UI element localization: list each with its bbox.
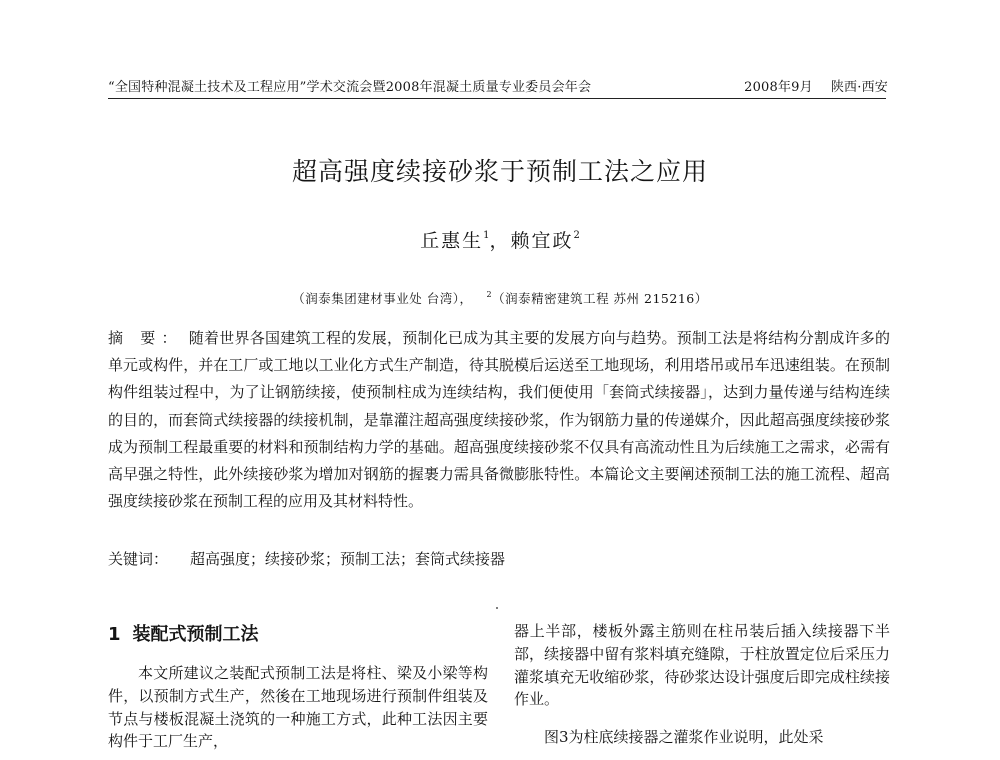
abstract-text: 随着世界各国建筑工程的发展，预制化已成为其主要的发展方向与趋势。预制工法是将结构分割成许多的单元或构件，并在工厂或工地以工业化方式生产制造，待其脱模后运送至工地现场，利用塔吊或吊车迅速组装。在预制构件组装过程中，为了让钢筋续接，使预制柱成为连续结构，我们便使用「套筒式续接器」，达到力量传递与结构连续的目的，而套筒式续接器的续接机制，是靠灌注超高强度续接砂浆，作为钢筋力量的传递媒介，因此超高强度续接砂浆成为预制工程最重要的材料和预制结构力学的基础。超高强度续接砂浆不仅具有高流动性且为后续施工之需求，必需有高早强之特性，此外续接砂浆为增加对钢筋的握裹力需具备微膨胀特性。本篇论文主要阐述预制工法的施工流程、超高强度续接砂浆在预制工程的应用及其材料特性。 [108, 329, 890, 511]
affiliation-1: （润泰集团建材事业处 台湾）， [292, 291, 473, 306]
paper-title: 超高强度续接砂浆于预制工法之应用 [291, 157, 708, 186]
affiliations [0, 289, 1000, 307]
section-number: 1 [108, 624, 121, 645]
right-column [514, 620, 890, 749]
keywords-text: 超高强度；续接砂浆；预制工法；套筒式续接器 [190, 550, 506, 568]
author-line [0, 226, 1000, 253]
keywords-label: 关键词： [108, 550, 169, 568]
author-1-mark: 1 [483, 230, 490, 241]
affiliation-2-mark: 2 [486, 290, 493, 299]
affiliation-2: （润泰精密建筑工程 苏州 215216） [492, 291, 708, 306]
section-title: 装配式预制工法 [132, 624, 259, 645]
header-rule [108, 98, 886, 99]
running-header [108, 76, 888, 95]
author-2-name: 赖宜政 [510, 230, 574, 252]
author-separator: ， [489, 230, 511, 252]
conference-name: “全国特种混凝土技术及工程应用”学术交流会暨2008年混凝土质量专业委员会年会 [108, 80, 592, 95]
abstract [108, 325, 890, 515]
author-2-mark: 2 [573, 230, 580, 241]
keywords [108, 548, 890, 569]
section-heading [108, 620, 488, 646]
left-column [108, 620, 488, 753]
conference-date: 2008年9月 [744, 80, 813, 95]
abstract-label: 摘 要： [108, 329, 183, 347]
author-1-name: 丘惠生 [420, 230, 484, 252]
stray-mark [496, 607, 498, 609]
conference-location: 陕西·西安 [830, 80, 888, 95]
body-paragraph: 本文所建议之装配式预制工法是将柱、梁及小梁等构件，以预制方式生产，然後在工地现场进行预制件组装及节点与楼板混凝土浇筑的一种施工方式，此种工法因主要构件于工厂生产， [108, 664, 488, 751]
body-paragraph: 图3为柱底续接器之灌浆作业说明，此处采 [544, 728, 824, 747]
body-paragraph: 器上半部，楼板外露主筋则在柱吊装后插入续接器下半部，续接器中留有浆料填充缝隙，于柱放置定位后采压力灌浆填充无收缩砂浆，待砂浆达设计强度后即完成柱续接作业。 [514, 622, 890, 709]
